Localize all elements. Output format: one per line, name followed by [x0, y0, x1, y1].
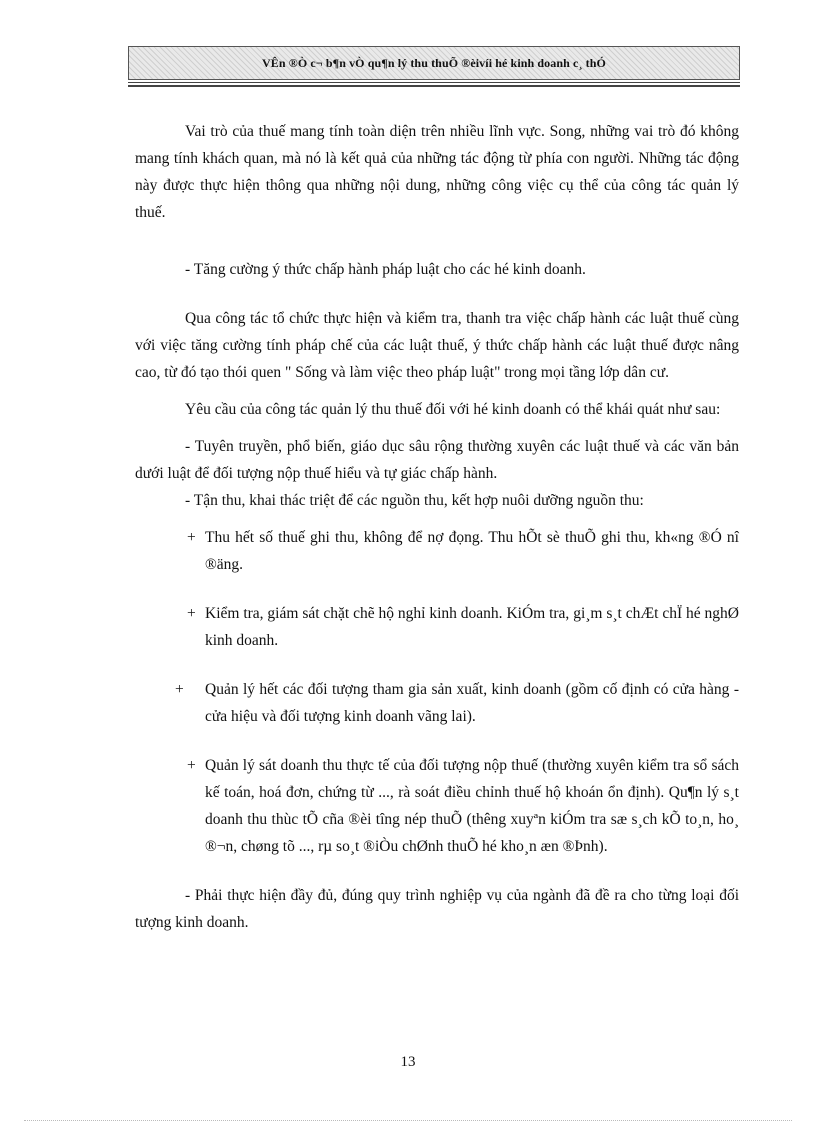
header-rule-thick — [128, 85, 740, 87]
paragraph-legal-awareness: - Tăng cường ý thức chấp hành pháp luật cho các hé kinh doanh. — [185, 261, 586, 278]
paragraph-role-of-tax: Vai trò của thuế mang tính toàn diện trên nhiều lĩnh vực. Song, những vai trò đó không mang tính khách quan, mà nó là kết quả của những tác động từ phía con người. Những tác động này được thực hiện thông qua những nội dung, những công việc cụ thể của công tác quản lý thuế. — [135, 123, 739, 221]
plus-marker: + — [187, 529, 196, 546]
list-item-text: Thu hết số thuế ghi thu, không để nợ đọng. Thu hÕt sè thuÕ ghi thu, kh«ng ®Ó nî ®äng. — [205, 529, 739, 573]
paragraph-procedure: - Phải thực hiện đầy đủ, đúng quy trình nghiệp vụ của ngành đã đề ra cho từng loại đối tượng kinh doanh. — [135, 887, 739, 931]
header-rule-thin — [128, 82, 740, 83]
list-item-text: Kiểm tra, giám sát chặt chẽ hộ nghỉ kinh doanh. KiÓm tra, gi¸m s¸t chÆt chÏ hé nghØ kinh doanh. — [205, 605, 739, 649]
page-body — [135, 118, 739, 936]
plus-marker: + — [187, 605, 196, 622]
page-bottom-border — [24, 1120, 792, 1121]
list-item — [135, 676, 739, 730]
running-header-title: VÊn ®Ò c¬ b¶n vÒ qu¶n lý thu thuÕ ®èivíi hé kinh doanh c¸ thÓ — [262, 55, 606, 70]
page-number: 13 — [400, 1054, 416, 1070]
list-item-text: Quản lý sát doanh thu thực tế của đối tượng nộp thuế (thường xuyên kiểm tra sổ sách kế toán, hoá đơn, chứng từ ..., rà soát điều chỉnh thuế hộ khoán ổn định). Qu¶n lý s¸t doanh thu thùc tÕ cña ®èi tîng nép thuÕ (thêng xuyªn kiÓm tra sæ s¸ch kÕ to¸n, ho¸ ®¬n, chøng tõ ..., rµ so¸t ®iÒu chØnh thuÕ hé kho¸n æn ®Þnh). — [205, 757, 739, 855]
plus-marker: + — [175, 681, 184, 698]
list-item — [135, 600, 739, 654]
list-item — [135, 524, 739, 578]
paragraph-organization: Qua công tác tổ chức thực hiện và kiểm tra, thanh tra việc chấp hành các luật thuế cùng với việc tăng cường tính pháp chế của các luật thuế, ý thức chấp hành các luật thuế được nâng cao, từ đó tạo thói quen " Sống và làm việc theo pháp luật" trong mọi tầng lớp dân cư. — [135, 310, 739, 381]
paragraph-revenue: - Tận thu, khai thác triệt để các nguồn thu, kết hợp nuôi dưỡng nguồn thu: — [185, 492, 644, 509]
paragraph-requirements: Yêu cầu của công tác quản lý thu thuế đối với hé kinh doanh có thể khái quát như sau: — [185, 401, 721, 418]
list-item — [135, 752, 739, 860]
plus-marker: + — [187, 757, 196, 774]
paragraph-propaganda: - Tuyên truyền, phổ biến, giáo dục sâu rộng thường xuyên các luật thuế và các văn bản dưới luật để đối tượng nộp thuế hiểu và tự giác chấp hành. — [135, 438, 739, 482]
running-header — [128, 46, 740, 80]
list-item-text: Quản lý hết các đối tượng tham gia sản xuất, kinh doanh (gồm cố định có cửa hàng - cửa hiệu và đối tượng kinh doanh vãng lai). — [205, 681, 739, 725]
